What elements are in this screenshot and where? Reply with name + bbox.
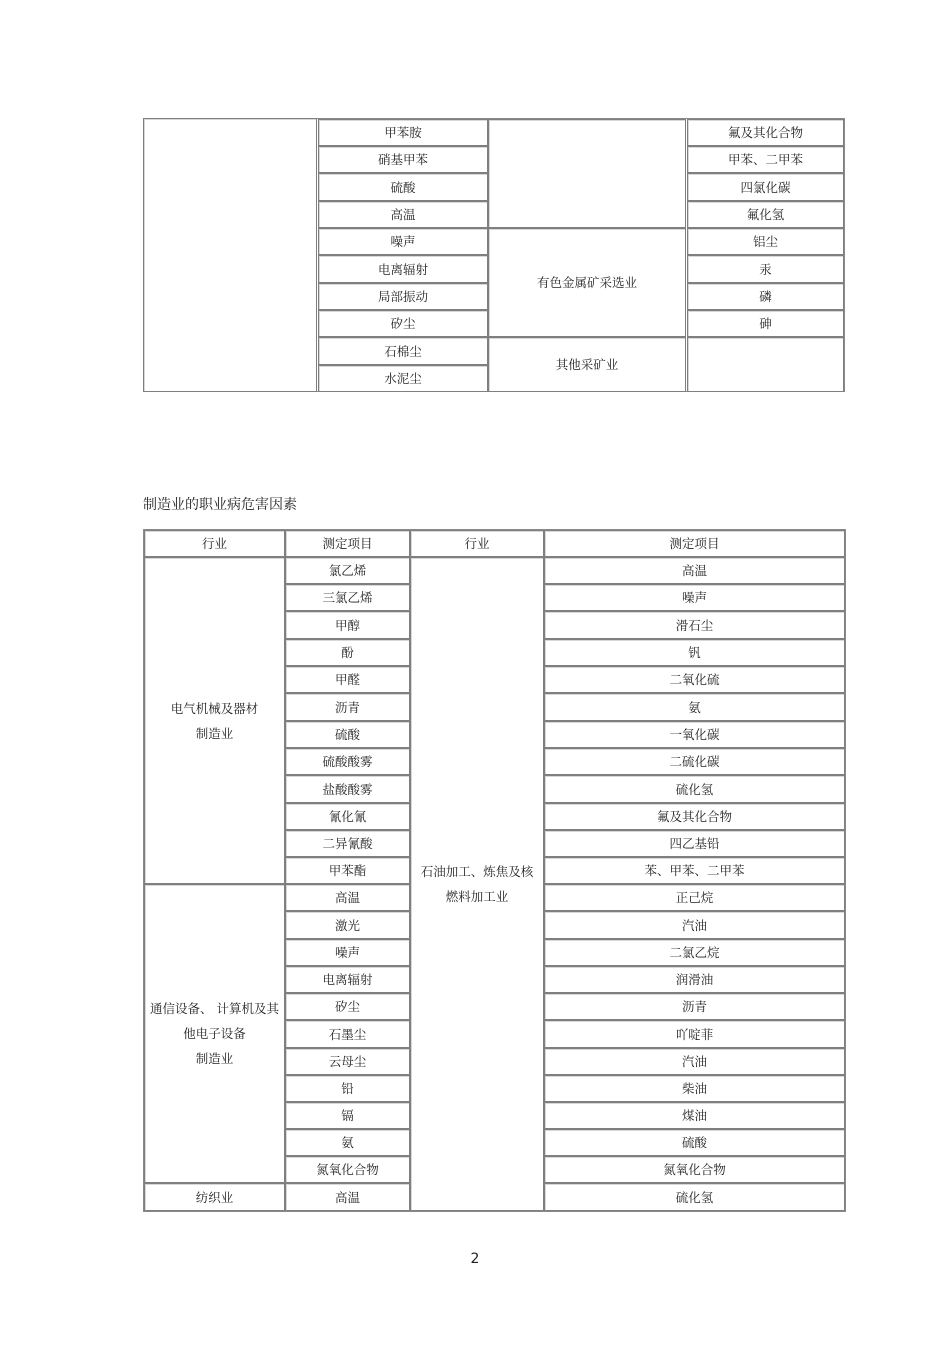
table-cell: 高温 (544, 557, 845, 584)
industry-cell-textile: 纺织业 (144, 1183, 285, 1211)
table-cell: 氮氧化合物 (544, 1156, 845, 1183)
table-cell: 噪声 (285, 939, 410, 966)
table-cell: 硫酸 (285, 721, 410, 748)
table-cell: 汽油 (544, 1048, 845, 1075)
table-cell: 二硫化碳 (544, 748, 845, 775)
table-cell: 石墨尘 (285, 1020, 410, 1048)
industry-label-line: 通信设备、 计算机及其 (150, 1001, 279, 1016)
column-header: 测定项目 (544, 530, 845, 557)
table-cell: 硫化氢 (544, 1183, 845, 1211)
table-cell: 电离辐射 (285, 966, 410, 993)
table-cell: 三氯乙烯 (285, 584, 410, 611)
industry-label-line: 电气机械及器材 (170, 700, 259, 716)
table-cell: 二异氰酸 (285, 830, 410, 857)
table-cell: 氟化氢 (687, 201, 844, 228)
table-cell: 镉 (285, 1102, 410, 1129)
table-cell: 甲苯、二甲苯 (687, 146, 844, 173)
table-cell: 水泥尘 (318, 365, 488, 392)
table-cell: 硫酸 (318, 173, 488, 201)
industry-cell-empty (488, 119, 686, 228)
table-cell: 汞 (687, 255, 844, 283)
column-header: 行业 (144, 530, 285, 557)
table-cell: 四乙基铅 (544, 830, 845, 857)
section-heading: 制造业的职业病危害因素 (143, 497, 297, 513)
table-cell: 氨 (285, 1129, 410, 1156)
table-cell: 噪声 (318, 228, 488, 255)
industry-cell-communication (144, 884, 285, 1183)
table-cell: 煤油 (544, 1102, 845, 1129)
table-cell: 苯、甲苯、二甲苯 (544, 857, 845, 884)
table-cell: 噪声 (544, 584, 845, 611)
table-cell: 铝尘 (687, 228, 844, 255)
table-cell: 矽尘 (285, 993, 410, 1020)
table-cell: 酚 (285, 639, 410, 666)
table-cell: 氰化氰 (285, 803, 410, 830)
industry-label-line: 他电子设备 (183, 1026, 246, 1041)
table-cell: 砷 (687, 310, 844, 337)
table-cell: 硝基甲苯 (318, 146, 488, 173)
table-cell: 矽尘 (318, 310, 488, 337)
table-cell: 二氯乙烷 (544, 939, 845, 966)
industry-cell: 其他采矿业 (488, 337, 686, 392)
table-cell: 氯乙烯 (285, 557, 410, 584)
table-cell: 一氧化碳 (544, 721, 845, 748)
table-cell: 高温 (318, 201, 488, 228)
table-cell: 汽油 (544, 911, 845, 939)
table-cell: 柴油 (544, 1075, 845, 1102)
table-cell: 四氯化碳 (687, 173, 844, 201)
table-cell-empty (687, 337, 844, 392)
table-cell: 氨 (544, 693, 845, 721)
table-cell: 盐酸酸雾 (285, 775, 410, 803)
table-cell: 高温 (285, 1183, 410, 1211)
table-cell: 钒 (544, 639, 845, 666)
industry-cell: 有色金属矿采选业 (488, 228, 686, 337)
industry-label-line: 制造业 (195, 725, 234, 741)
table-cell: 硫化氢 (544, 775, 845, 803)
column-header: 测定项目 (285, 530, 410, 557)
table-cell: 氮氧化合物 (285, 1156, 410, 1183)
table-cell: 甲醇 (285, 611, 410, 639)
industry-cell-petroleum (410, 557, 544, 1211)
table-cell: 局部振动 (318, 283, 488, 310)
industry-label-line: 石油加工、炼焦及核 (420, 864, 534, 879)
table-cell: 甲醛 (285, 666, 410, 693)
table-cell: 沥青 (285, 693, 410, 721)
table-cell: 氟及其化合物 (687, 119, 844, 146)
table-cell: 沥青 (544, 993, 845, 1020)
table-cell: 高温 (285, 884, 410, 911)
table-cell: 氟及其化合物 (544, 803, 845, 830)
table-cell: 吖啶菲 (544, 1020, 845, 1048)
table-cell: 石棉尘 (318, 337, 488, 365)
table-cell: 磷 (687, 283, 844, 310)
table-cell: 润滑油 (544, 966, 845, 993)
table-cell: 甲苯酯 (285, 857, 410, 884)
table-cell: 激光 (285, 911, 410, 939)
industry-label-line: 制造业 (195, 1051, 234, 1066)
table-cell: 云母尘 (285, 1048, 410, 1075)
table-cell: 铅 (285, 1075, 410, 1102)
table-cell: 硫酸 (544, 1129, 845, 1156)
industry-cell-electrical (144, 557, 285, 884)
industry-cell-empty (143, 118, 317, 392)
table-cell: 正己烷 (544, 884, 845, 911)
table-cell: 电离辐射 (318, 255, 488, 283)
table-cell: 甲苯胺 (318, 119, 488, 146)
table-cell: 硫酸酸雾 (285, 748, 410, 775)
page-number: 2 (470, 1251, 480, 1267)
industry-label-line: 燃料加工业 (445, 889, 509, 904)
table-cell: 二氧化硫 (544, 666, 845, 693)
column-header: 行业 (410, 530, 544, 557)
table-cell: 滑石尘 (544, 611, 845, 639)
